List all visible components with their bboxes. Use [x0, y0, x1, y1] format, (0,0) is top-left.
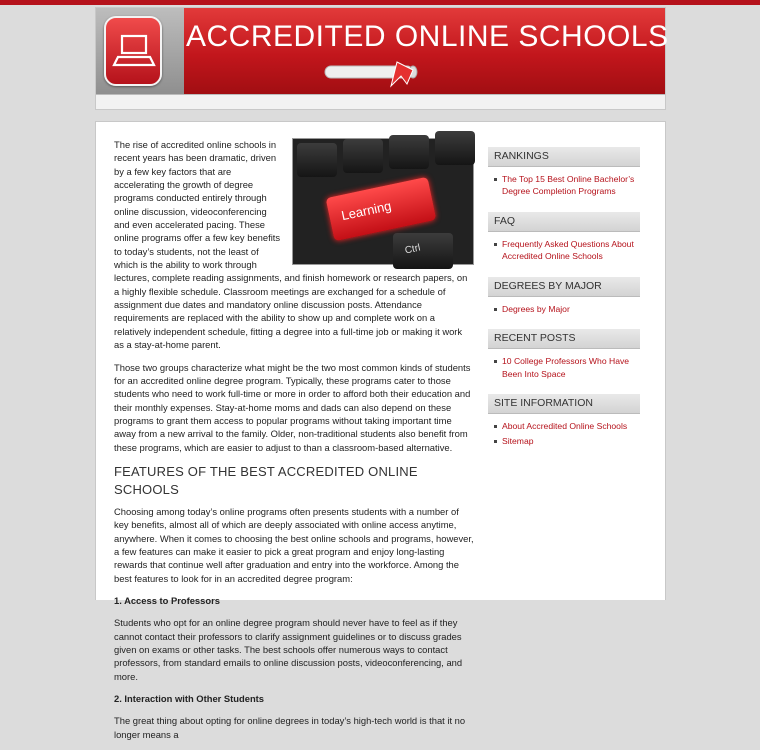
widget-title-faq: FAQ [488, 212, 640, 232]
diploma-scroll-icon [321, 56, 441, 92]
sidebar-link[interactable]: About Accredited Online Schools [494, 420, 640, 432]
main-page [95, 121, 666, 740]
section-intro: Choosing among today’s online programs often presents students with a number of key benefits, almost all of which are deeply associated with online access anytime, anywhere. When it comes to choosing the best online schools and programs, however, a few features can make it easier to pick a great program and enjoy long-lasting rewards that continue well after graduation and entry into the workforce. Among the best features to look for in an accredited degree program: [114, 505, 474, 584]
widget-recent-posts [488, 329, 640, 380]
laptop-icon [114, 32, 156, 70]
sidebar-link[interactable]: Sitemap [494, 435, 640, 447]
ctrl-key-label: Ctrl [403, 242, 422, 257]
keyboard-key [343, 139, 383, 173]
intro-paragraph: The rise of accredited online schools in recent years has been dramatic, driven by a few key factors that are accelerating the growth of degree programs conducted entirely through online discussion, videoconferencing and even accelerated pacing. These online programs offer a few key benefits to today’s students, not the least of which is the ability to work through lectures, complete reading assignments, and finish homework or research papers, on a highly flexible schedule. Classroom meetings are exchanged for a schedule of assignment due dates and mandatory online discussion posts. Attendance requirements are replaced with the ability to show up and complete work on a relatively independent schedule, fitting a degree into a full-time job or making it work as a stay-at-home parent. [114, 139, 468, 351]
students-paragraph: Those two groups characterize what might be the two most common kinds of students for an accredited online degree program. Typically, these programs cater to those students who need to work full-time or more in order to afford both their education and their monthly expenses. Stay-at-home moms and dads can also depend on these programs to grant them access to popular programs without taking important time away from a new arrival to the family. Older, non-traditional students also benefit from these programs, which are easier to adjust to than a classroom-based alternative. [114, 361, 471, 453]
learning-key [326, 177, 437, 242]
keyboard-key [297, 143, 337, 177]
widget-title-rankings: RANKINGS [488, 147, 640, 167]
sidebar-link[interactable]: The Top 15 Best Online Bachelor’s Degree Completion Programs [494, 173, 640, 198]
article-content [114, 138, 474, 750]
site-title[interactable]: ACCREDITED ONLINE SCHOOLS [186, 20, 669, 53]
feature-1-title: 1. Access to Professors [114, 594, 220, 606]
widget-rankings [488, 147, 640, 198]
widget-title-recent: RECENT POSTS [488, 329, 640, 349]
keyboard-key [393, 233, 453, 269]
widget-title-info: SITE INFORMATION [488, 394, 640, 414]
feature-2-title: 2. Interaction with Other Students [114, 692, 265, 704]
sidebar-link[interactable]: Degrees by Major [494, 303, 640, 315]
sidebar-link[interactable]: 10 College Professors Who Have Been Into Space [494, 355, 640, 380]
learning-keyboard-image [292, 138, 474, 265]
feature-2-text: The great thing about opting for online degrees in today’s high-tech world is that it no longer means a [114, 715, 466, 740]
keyboard-key [435, 131, 475, 165]
header-bottom-strip [96, 94, 665, 109]
sidebar [488, 147, 640, 461]
section-heading: FEATURES OF THE BEST ACCREDITED ONLINE SCHOOLS [114, 463, 418, 498]
widget-degrees-by-major [488, 277, 640, 315]
sidebar-link[interactable]: Frequently Asked Questions About Accredited Online Schools [494, 238, 640, 263]
learning-key-label: Learning [340, 197, 393, 224]
header-banner [96, 8, 669, 94]
keyboard-key [389, 135, 429, 169]
feature-1-text: Students who opt for an online degree program should never have to feel as if they cannot contact their professors to clarify assignment guidelines or to discuss grades given on exams or other tasks. The best schools offer numerous ways to contact professors, from standard emails to online discussion posts, videoconferencing, and more. [114, 617, 463, 682]
site-header [95, 7, 669, 110]
top-accent-bar [0, 0, 760, 5]
site-logo[interactable] [104, 16, 162, 86]
widget-title-degrees: DEGREES BY MAJOR [488, 277, 640, 297]
widget-faq [488, 212, 640, 263]
widget-site-information [488, 394, 640, 447]
